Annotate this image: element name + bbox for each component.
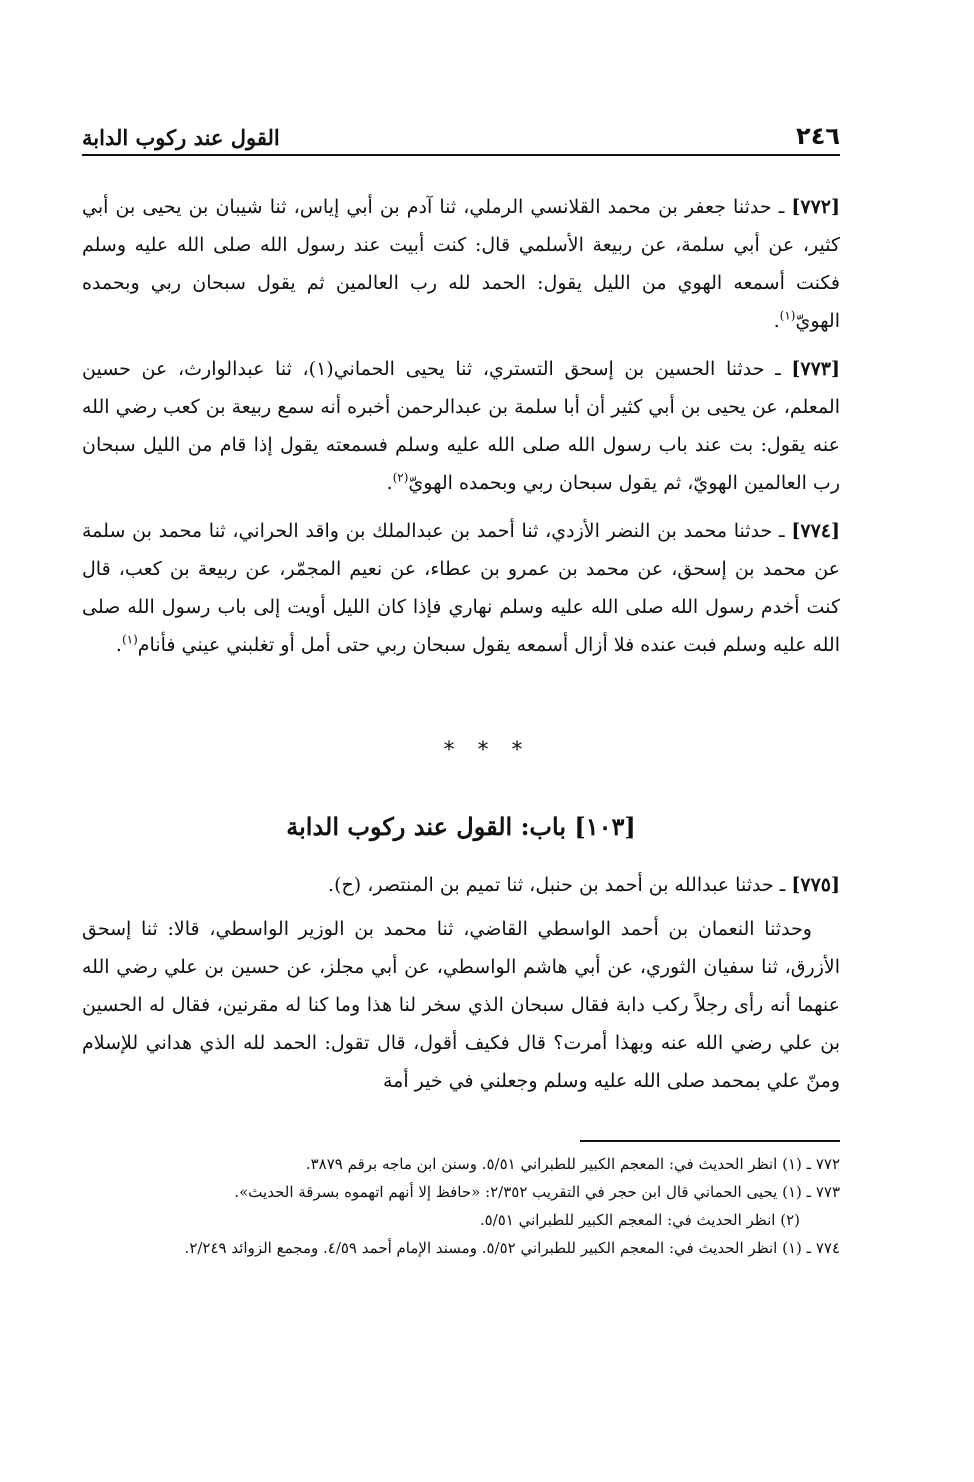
punctuation: . bbox=[115, 634, 122, 656]
hadith-774 bbox=[82, 512, 840, 664]
footnote: ٧٧٤ ـ (١) انظر الحديث في: المعجم الكبير للطبراني ٥/٥٢. ومسند الإمام أحمد ٤/٥٩. ومجمع الزوائد ٢/٢٤٩. bbox=[184, 1239, 840, 1257]
chapter-heading: [١٠٣] باب: القول عند ركوب الدابة bbox=[286, 812, 636, 841]
hadith-number: [٧٧٢] bbox=[791, 196, 840, 218]
hadith-text: ـ حدثنا عبدالله بن أحمد بن حنبل، ثنا تميم بن المنتصر، (ح). bbox=[328, 874, 786, 896]
hadith-text: ـ حدثنا جعفر بن محمد القلانسي الرملي، ثنا آدم بن أبي إياس، ثنا شيبان بن يحيى بن أبي كثير، عن أبي سلمة، عن ربيعة الأسلمي قال: كنت أبيت عند رسول الله صلى الله عليه وسلم فكنت أسمعه الهوي من الليل يقول: الحمد لله رب العالمين ثم يقول سبحان ربي وبحمده الهويّ bbox=[82, 196, 840, 332]
punctuation: . bbox=[386, 472, 393, 494]
hadith-773 bbox=[82, 350, 840, 502]
running-header bbox=[82, 118, 840, 156]
footnote-ref: (١) bbox=[121, 632, 138, 647]
footnote-ref: (٢) bbox=[392, 470, 409, 485]
hadith-text: ـ حدثنا الحسين بن إسحق التستري، ثنا يحيى الحماني(١)، ثنا عبدالوارث، عن حسين المعلم، عن يحيى بن أبي كثير أن أبا سلمة بن عبدالرحمن أخبره أنه سمع ربيعة بن كعب رضي الله عنه يقول: بت عند باب رسول الله صلى الله عليه وسلم فسمعته يقول إذا قام من الليل سبحان رب العالمين الهويّ، ثم يقول سبحان ربي وبحمده الهويّ bbox=[82, 358, 840, 494]
running-title: القول عند ركوب الدابة bbox=[82, 125, 280, 150]
footnote: (٢) انظر الحديث في: المعجم الكبير للطبراني ٥/٥١. bbox=[479, 1211, 800, 1229]
hadith-775-continuation bbox=[82, 910, 840, 1100]
hadith-section-1 bbox=[82, 188, 840, 674]
section-separator: * * * bbox=[443, 738, 531, 763]
hadith-section-2 bbox=[82, 866, 840, 1106]
hadith-number: [٧٧٣] bbox=[791, 358, 841, 380]
punctuation: . bbox=[773, 310, 780, 332]
footnote: ٧٧٢ ـ (١) انظر الحديث في: المعجم الكبير للطبراني ٥/٥١. وسنن ابن ماجه برقم ٣٨٧٩. bbox=[305, 1155, 840, 1173]
footnote-ref: (١) bbox=[779, 308, 796, 323]
hadith-text: وحدثنا النعمان بن أحمد الواسطي القاضي، ثنا محمد بن الوزير الواسطي، قالا: ثنا إسحق الأزرق، ثنا سفيان الثوري، عن أبي هاشم الواسطي، عن أبي مجلز، عن حسين بن علي رضي الله عنهما أنه رأى رجلاً ركب دابة فقال سبحان الذي سخر لنا هذا وما كنا له مقرنين، فقال له الحسين بن علي رضي الله عنه وبهذا أمرت؟ قال فكيف أقول، قال تقول: الحمد لله الذي هداني للإسلام ومنّ علي بمحمد صلى الله عليه وسلم وجعلني في خير أمة bbox=[82, 918, 840, 1092]
hadith-text: ـ حدثنا محمد بن النضر الأزدي، ثنا أحمد بن عبدالملك بن واقد الحراني، ثنا محمد بن سلمة عن محمد بن إسحق، عن محمد بن عمرو بن عطاء، عن نعيم المجمّر، عن ربيعة بن كعب، قال كنت أخدم رسول الله صلى الله عليه وسلم نهاري فإذا كان الليل أويت إلى باب رسول الله صلى الله عليه وسلم فبت عنده فلا أزال أسمعه يقول سبحان ربي حتى أمل أو تغلبني عيني فأنام bbox=[82, 520, 840, 656]
hadith-number: [٧٧٥] bbox=[791, 874, 840, 896]
footnote-divider bbox=[580, 1140, 840, 1142]
hadith-772 bbox=[82, 188, 840, 340]
hadith-number: [٧٧٤] bbox=[791, 520, 840, 542]
hadith-775 bbox=[82, 866, 840, 904]
footnotes bbox=[82, 1150, 840, 1262]
footnote: ٧٧٣ ـ (١) يحيى الحماني قال ابن حجر في التقريب ٢/٣٥٢: «حافظ إلا أنهم اتهموه بسرقة الحديث». bbox=[234, 1183, 840, 1201]
page-number: ٢٤٦ bbox=[796, 122, 840, 150]
